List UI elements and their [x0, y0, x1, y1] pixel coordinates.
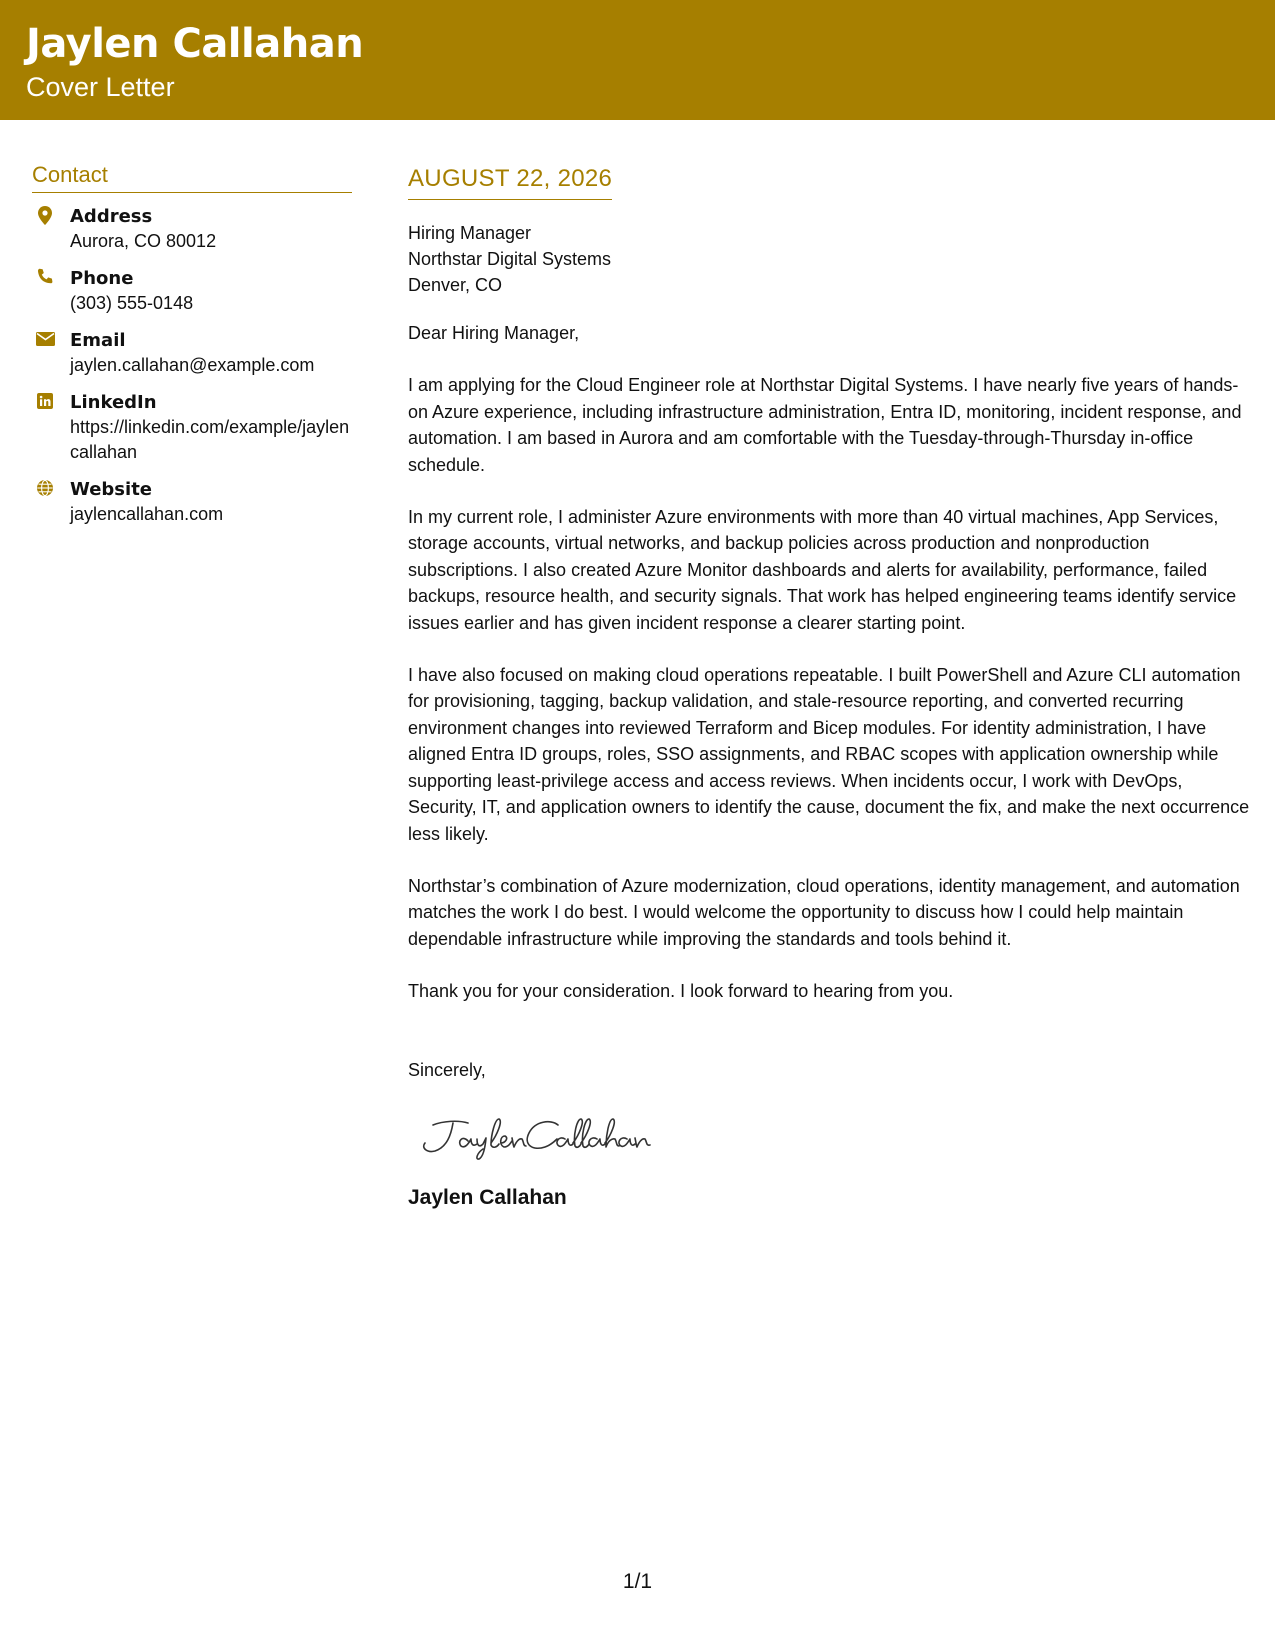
letter-body [408, 165, 1253, 1210]
contact-sidebar [32, 162, 352, 540]
body-paragraph: Northstar’s combination of Azure modernization, cloud operations, identity management, and automation matches the work I do best. I would welcome the opportunity to discuss how I could help maintain dependable infrastructure while improving the standards and tools behind it. [408, 875, 1240, 949]
recipient-block [408, 220, 1253, 298]
contact-value-address: Aurora, CO 80012 [70, 231, 217, 251]
envelope-icon [35, 329, 55, 349]
linkedin-icon [35, 391, 55, 411]
page-number: 1/1 [622, 1570, 653, 1593]
body-paragraph: In my current role, I administer Azure environments with more than 40 virtual machines, App Services, storage accounts, virtual networks, and backup policies across production and nonproduction subscriptions. I also created Azure Monitor dashboards and alerts for availability, performance, failed backups, resource health, and security signals. That work has helped engineering teams identify service issues earlier and has given incident response a clearer starting point. [408, 507, 1237, 633]
applicant-name: Jaylen Callahan [26, 21, 364, 67]
contact-label-address: Address [70, 206, 153, 227]
contact-heading: Contact [32, 162, 352, 193]
contact-value-email[interactable]: jaylen.callahan@example.com [70, 355, 315, 375]
contact-item-phone [32, 267, 352, 316]
contact-list [32, 205, 352, 527]
recipient-line: Hiring Manager [408, 223, 532, 243]
letter-date: AUGUST 22, 2026 [408, 165, 612, 200]
globe-icon [35, 478, 55, 498]
contact-label-linkedin: LinkedIn [70, 392, 157, 413]
contact-value-website[interactable]: jaylencallahan.com [70, 504, 224, 524]
map-pin-icon [35, 205, 55, 225]
body-paragraph: I have also focused on making cloud operations repeatable. I built PowerShell and Azure CLI automation for provisioning, tagging, backup validation, and stale-resource reporting, and converted recurring environment changes into reviewed Terraform and Bicep modules. For identity administration, I have aligned Entra ID groups, roles, SSO assignments, and RBAC scopes with application ownership while supporting least-privilege access and access reviews. When incidents occur, I work with DevOps, Security, IT, and application owners to identify the cause, document the fix, and make the next occurrence less likely. [408, 665, 1250, 844]
phone-icon [35, 267, 55, 287]
recipient-line: Northstar Digital Systems [408, 249, 612, 269]
body-paragraph: Thank you for your consideration. I look forward to hearing from you. [408, 981, 954, 1002]
contact-value-linkedin[interactable]: https://linkedin.com/example/jaylencallahan [70, 417, 350, 462]
contact-item-address [32, 205, 352, 254]
body-paragraph: I am applying for the Cloud Engineer role at Northstar Digital Systems. I have nearly five years of hands-on Azure experience, including infrastructure administration, Entra ID, monitoring, incident response, and automation. I am based in Aurora and am comfortable with the Tuesday-through-Thursday in-office schedule. [408, 375, 1242, 475]
contact-label-email: Email [70, 330, 126, 351]
header-banner [0, 0, 1275, 120]
document-subtitle: Cover Letter [26, 72, 175, 102]
salutation: Dear Hiring Manager, [408, 323, 580, 343]
recipient-line: Denver, CO [408, 275, 503, 295]
handwritten-signature [413, 1111, 1253, 1166]
contact-item-linkedin [32, 391, 352, 465]
contact-label-phone: Phone [70, 268, 134, 289]
signed-name: Jaylen Callahan [408, 1185, 567, 1209]
contact-value-phone: (303) 555-0148 [70, 293, 194, 313]
closing: Sincerely, [408, 1059, 486, 1080]
contact-item-website [32, 478, 352, 527]
contact-item-email [32, 329, 352, 378]
contact-label-website: Website [70, 479, 153, 500]
